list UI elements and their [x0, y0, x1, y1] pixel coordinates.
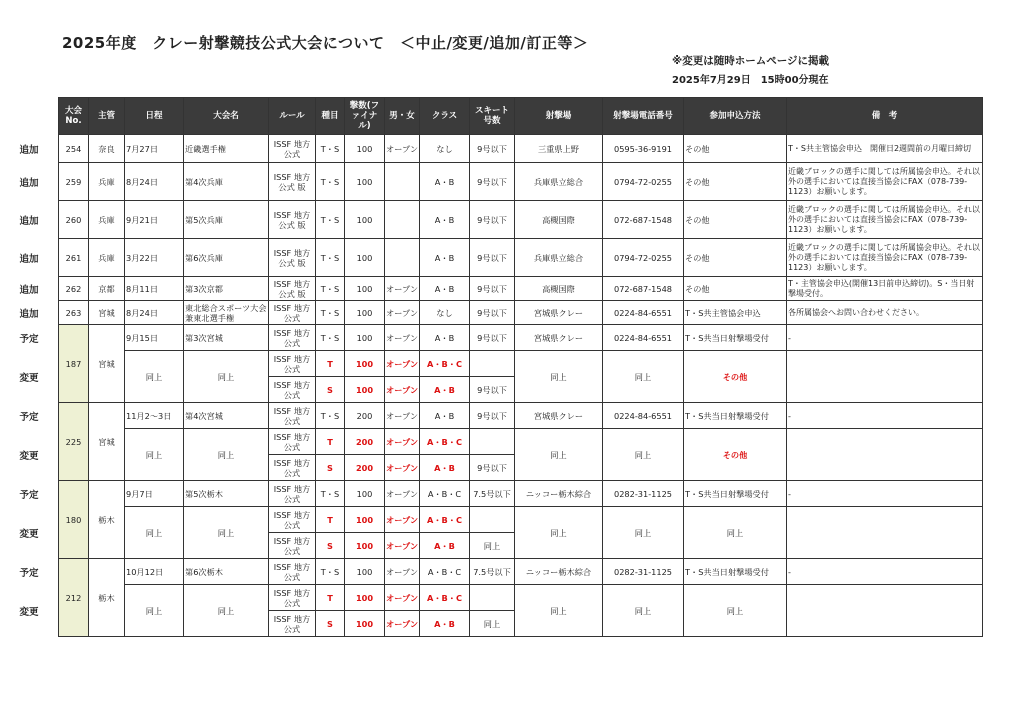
table-cell: 7月27日	[125, 135, 184, 163]
table-cell: 同上	[470, 533, 515, 559]
table-cell: その他	[684, 351, 787, 403]
table-cell: 同上	[125, 351, 184, 403]
table-cell: ISSF 地方公式 版	[269, 163, 316, 201]
table-cell: S	[316, 611, 345, 637]
table-cell: T・S	[316, 201, 345, 239]
table-cell: 0595-36-9191	[603, 135, 684, 163]
table-cell: ISSF 地方公式 版	[269, 239, 316, 277]
table-cell: ISSF 地方公式	[269, 559, 316, 585]
table-cell: 9号以下	[470, 163, 515, 201]
table-cell: 近畿選手権	[184, 135, 269, 163]
table-cell: 7.5号以下	[470, 559, 515, 585]
table-cell: 同上	[603, 585, 684, 637]
table-cell: ISSF 地方公式	[269, 325, 316, 351]
table-cell: 同上	[184, 429, 269, 481]
table-cell: オープン	[385, 277, 420, 301]
table-cell: 100	[345, 301, 385, 325]
table-cell: A・B	[420, 533, 470, 559]
table-cell: 0282-31-1125	[603, 559, 684, 585]
table-cell: 100	[345, 611, 385, 637]
table-cell: 近畿ブロックの選手に関しては所属協会申込。それ以外の選手においては直接当協会にFAX（078-739-1123）お願いします。	[787, 239, 983, 277]
table-cell	[470, 585, 515, 611]
table-cell: A・B	[420, 403, 470, 429]
column-header: 種目	[316, 98, 345, 135]
tournament-number: 187	[59, 325, 89, 403]
table-cell: 兵庫	[89, 163, 125, 201]
table-cell: T	[316, 585, 345, 611]
table-cell: ISSF 地方公式 版	[269, 201, 316, 239]
table-cell: オープン	[385, 377, 420, 403]
table-cell: 同上	[603, 507, 684, 559]
row-status-label: 追加	[19, 285, 39, 296]
table-cell: 宮城	[89, 403, 125, 481]
table-cell: オープン	[385, 455, 420, 481]
table-cell: A・B・C	[420, 559, 470, 585]
column-header: 大会No.	[59, 98, 89, 135]
table-cell: 第6次兵庫	[184, 239, 269, 277]
table-cell: 近畿ブロックの選手に関しては所属協会申込。それ以外の選手においては直接当協会にFAX（078-739-1123）お願いします。	[787, 201, 983, 239]
table-cell: 9号以下	[470, 403, 515, 429]
table-cell: 100	[345, 559, 385, 585]
table-cell: S	[316, 533, 345, 559]
table-cell: なし	[420, 135, 470, 163]
table-cell	[385, 163, 420, 201]
row-status-label: 変更	[19, 529, 39, 540]
table-cell: 高槻国際	[515, 201, 603, 239]
table-cell: 9月21日	[125, 201, 184, 239]
table-cell: オープン	[385, 585, 420, 611]
table-cell: 同上	[684, 507, 787, 559]
table-cell: 同上	[125, 507, 184, 559]
table-cell: 0224-84-6551	[603, 325, 684, 351]
table-cell: 同上	[184, 585, 269, 637]
table-row	[59, 277, 983, 301]
table-cell: 同上	[184, 351, 269, 403]
table-cell: 兵庫県立総合	[515, 239, 603, 277]
table-cell: 0224-84-6551	[603, 301, 684, 325]
table-cell: 260	[59, 201, 89, 239]
table-cell: 東北総合スポーツ大会兼東北選手権	[185, 302, 267, 323]
table-cell: オープン	[385, 403, 420, 429]
table-cell: ISSF 地方公式	[269, 481, 316, 507]
table-row-changed	[59, 585, 983, 611]
table-cell: 京都	[89, 277, 125, 301]
table-row	[59, 301, 983, 325]
table-cell: T・S	[316, 239, 345, 277]
column-header: 日程	[125, 98, 184, 135]
table-cell: T・S共主管協会申込	[684, 301, 787, 325]
table-cell: 200	[345, 455, 385, 481]
table-cell: T・S	[316, 481, 345, 507]
empty-note-cell	[787, 507, 983, 559]
table-cell: -	[787, 325, 983, 351]
table-cell: 栃木	[89, 559, 125, 637]
table-cell: ISSF 地方公式	[269, 455, 316, 481]
table-cell: その他	[684, 201, 787, 239]
table-cell: 9号以下	[470, 301, 515, 325]
table-row	[59, 201, 983, 239]
table-cell: S	[316, 455, 345, 481]
table-cell: 100	[345, 135, 385, 163]
table-cell: その他	[684, 277, 787, 301]
table-cell: 8月11日	[125, 277, 184, 301]
table-cell: オープン	[385, 301, 420, 325]
table-cell: 第5次栃木	[184, 481, 269, 507]
table-cell: A・B・C	[420, 481, 470, 507]
table-body	[59, 135, 983, 637]
table-cell: 0794-72-0255	[603, 239, 684, 277]
table-cell: その他	[684, 429, 787, 481]
row-status-label: 変更	[19, 607, 39, 618]
row-status-label: 変更	[19, 373, 39, 384]
table-cell: 同上	[515, 429, 603, 481]
table-cell: 兵庫	[89, 239, 125, 277]
table-cell: オープン	[385, 559, 420, 585]
table-cell: ニッコー栃木綜合	[515, 481, 603, 507]
table-cell: ニッコー栃木綜合	[515, 559, 603, 585]
empty-note-cell	[787, 351, 983, 403]
table-cell: A・B	[420, 377, 470, 403]
table-cell: A・B	[420, 455, 470, 481]
table-cell: オープン	[385, 481, 420, 507]
tournament-number: 225	[59, 403, 89, 481]
table-cell: ISSF 地方公式	[269, 533, 316, 559]
table-cell: A・B	[420, 611, 470, 637]
table-cell: オープン	[385, 351, 420, 377]
column-header: 主管	[89, 98, 125, 135]
row-status-label: 追加	[19, 216, 39, 227]
table-cell: T・S共当日射撃場受付	[684, 559, 787, 585]
table-cell: 200	[345, 429, 385, 455]
table-cell: オープン	[385, 533, 420, 559]
column-header: 撃数(ファイナル)	[345, 98, 385, 135]
table-row-changed	[59, 429, 983, 455]
column-header: 射撃場	[515, 98, 603, 135]
table-cell: T・S	[316, 403, 345, 429]
table-cell: ISSF 地方公式	[269, 377, 316, 403]
table-cell: A・B	[420, 201, 470, 239]
table-cell: 3月22日	[125, 239, 184, 277]
table-cell: 兵庫県立総合	[515, 163, 603, 201]
table-cell	[470, 429, 515, 455]
table-cell: 第5次兵庫	[184, 201, 269, 239]
table-cell: 同上	[684, 585, 787, 637]
table-cell	[470, 507, 515, 533]
table-cell: T・S	[316, 559, 345, 585]
column-header: 参加申込方法	[684, 98, 787, 135]
column-header: ルール	[269, 98, 316, 135]
table-cell: 100	[345, 201, 385, 239]
table-cell: A・B・C	[420, 351, 470, 377]
table-cell: 100	[345, 277, 385, 301]
table-cell: ISSF 地方公式	[269, 507, 316, 533]
table-cell: ISSF 地方公式	[269, 351, 316, 377]
table-cell: 同上	[515, 507, 603, 559]
update-note: ※変更は随時ホームページに掲載	[672, 55, 829, 67]
table-row-planned	[59, 403, 983, 429]
table-cell: 100	[345, 533, 385, 559]
table-cell: ISSF 地方公式	[269, 611, 316, 637]
table-cell: 254	[59, 135, 89, 163]
table-cell: なし	[420, 301, 470, 325]
table-cell: 11月2～3日	[125, 403, 184, 429]
table-cell: 9号以下	[470, 377, 515, 403]
table-cell: オープン	[385, 135, 420, 163]
table-cell: 同上	[515, 351, 603, 403]
table-cell: 072-687-1548	[603, 201, 684, 239]
table-cell: 宮城県クレー	[515, 325, 603, 351]
row-status-label: 予定	[19, 568, 39, 579]
table-row-planned	[59, 325, 983, 351]
table-cell: 同上	[184, 507, 269, 559]
table-cell: 兵庫	[89, 201, 125, 239]
table-cell: 0794-72-0255	[603, 163, 684, 201]
table-cell: 三重県上野	[515, 135, 603, 163]
column-header: クラス	[420, 98, 470, 135]
table-cell: オープン	[385, 507, 420, 533]
table-cell: 栃木	[89, 481, 125, 559]
table-cell: 0282-31-1125	[603, 481, 684, 507]
table-cell: 7.5号以下	[470, 481, 515, 507]
table-cell: T	[316, 507, 345, 533]
table-cell: 200	[345, 403, 385, 429]
table-cell	[470, 351, 515, 377]
table-cell: S	[316, 377, 345, 403]
table-cell: T・S共当日射撃場受付	[684, 403, 787, 429]
row-status-label: 変更	[19, 451, 39, 462]
table-cell: A・B	[420, 325, 470, 351]
table-cell: 9号以下	[470, 239, 515, 277]
table-cell: 100	[345, 481, 385, 507]
table-cell: 同上	[125, 429, 184, 481]
table-cell: T・S	[316, 277, 345, 301]
table-cell: -	[787, 481, 983, 507]
table-cell: T・S	[316, 301, 345, 325]
table-cell: 262	[59, 277, 89, 301]
table-cell: オープン	[385, 325, 420, 351]
table-cell: 8月24日	[125, 301, 184, 325]
table-cell: 奈良	[89, 135, 125, 163]
table-cell: 259	[59, 163, 89, 201]
table-cell: 263	[59, 301, 89, 325]
page-title: 2025年度 クレー射撃競技公式大会について ＜中止/変更/追加/訂正等＞	[62, 34, 589, 52]
table-cell: T・S共当日射撃場受付	[684, 325, 787, 351]
table-cell: 9月15日	[125, 325, 184, 351]
row-status-label: 予定	[19, 490, 39, 501]
table-cell: 同上	[603, 429, 684, 481]
table-cell: -	[787, 559, 983, 585]
table-cell: 9号以下	[470, 455, 515, 481]
as-of-timestamp: 2025年7月29日 15時00分現在	[672, 75, 829, 86]
table-cell: 同上	[515, 585, 603, 637]
table-row	[59, 163, 983, 201]
table-row	[59, 239, 983, 277]
table-cell: 第4次兵庫	[184, 163, 269, 201]
table-cell: ISSF 地方公式	[269, 585, 316, 611]
row-status-label: 追加	[19, 145, 39, 156]
table-cell: T・S	[316, 135, 345, 163]
table-cell: 宮城	[89, 301, 125, 325]
table-cell: 第4次宮城	[184, 403, 269, 429]
table-cell: 同上	[470, 611, 515, 637]
table-cell: 9号以下	[470, 135, 515, 163]
table-cell: 第3次京都	[184, 277, 269, 301]
table-header	[59, 98, 983, 135]
table-cell: -	[787, 403, 983, 429]
table-cell	[385, 201, 420, 239]
table-cell: オープン	[385, 429, 420, 455]
table-cell: 100	[345, 377, 385, 403]
column-header: スキート号数	[470, 98, 515, 135]
table-cell: その他	[684, 239, 787, 277]
table-cell: オープン	[385, 611, 420, 637]
table-cell: A・B・C	[420, 507, 470, 533]
table-cell: A・B	[420, 163, 470, 201]
column-header: 男・女	[385, 98, 420, 135]
table-cell: T	[316, 351, 345, 377]
table-cell: 高槻国際	[515, 277, 603, 301]
table-cell: T・S	[316, 163, 345, 201]
table-cell: T・S共主管協会申込 開催日2週間前の月曜日締切	[787, 135, 983, 163]
empty-note-cell	[787, 429, 983, 481]
table-cell: T	[316, 429, 345, 455]
table-cell: 宮城	[89, 325, 125, 403]
table-cell: その他	[684, 135, 787, 163]
table-cell: 同上	[603, 351, 684, 403]
row-status-label: 予定	[19, 412, 39, 423]
table-cell: 9号以下	[470, 277, 515, 301]
tournament-number: 212	[59, 559, 89, 637]
table-cell: T・主管協会申込(開催13日前申込締切)。S・当日射撃場受付。	[787, 277, 983, 301]
column-header: 射撃場電話番号	[603, 98, 684, 135]
table-cell: 0224-84-6551	[603, 403, 684, 429]
tournament-number: 180	[59, 481, 89, 559]
table-cell: 同上	[125, 585, 184, 637]
table-row-changed	[59, 507, 983, 533]
table-cell: その他	[684, 163, 787, 201]
table-cell: 072-687-1548	[603, 277, 684, 301]
table-row-planned	[59, 559, 983, 585]
column-header: 大会名	[184, 98, 269, 135]
table-cell: 9号以下	[470, 201, 515, 239]
table-cell: 宮城県クレー	[515, 301, 603, 325]
table-row-planned	[59, 481, 983, 507]
table-cell: 第3次宮城	[184, 325, 269, 351]
table-cell: A・B・C	[420, 585, 470, 611]
table-cell: A・B	[420, 239, 470, 277]
table-cell: 9月7日	[125, 481, 184, 507]
table-cell: 100	[345, 507, 385, 533]
table-cell	[385, 239, 420, 277]
table-cell: 9号以下	[470, 325, 515, 351]
row-status-label: 追加	[19, 178, 39, 189]
table-cell: 8月24日	[125, 163, 184, 201]
table-cell: 261	[59, 239, 89, 277]
tournament-table	[58, 97, 983, 637]
table-cell: ISSF 地方公式	[269, 403, 316, 429]
table-cell: A・B	[420, 277, 470, 301]
table-cell: 100	[345, 325, 385, 351]
empty-note-cell	[787, 585, 983, 637]
table-row-changed	[59, 351, 983, 377]
table-cell: T・S	[316, 325, 345, 351]
table-cell: T・S共当日射撃場受付	[684, 481, 787, 507]
table-cell: ISSF 地方公式	[269, 135, 316, 163]
row-status-label: 追加	[19, 309, 39, 320]
table-cell: ISSF 地方公式	[269, 301, 316, 325]
table-row	[59, 135, 983, 163]
table-cell: 10月12日	[125, 559, 184, 585]
table-cell: 第6次栃木	[184, 559, 269, 585]
table-cell: 各所属協会へお問い合わせください。	[787, 301, 983, 325]
row-status-label: 予定	[19, 334, 39, 345]
table-cell: 100	[345, 163, 385, 201]
table-cell: A・B・C	[420, 429, 470, 455]
table-cell: 100	[345, 239, 385, 277]
table-cell: 近畿ブロックの選手に関しては所属協会申込。それ以外の選手においては直接当協会にFAX（078-739-1123）お願いします。	[787, 163, 983, 201]
table-cell: 宮城県クレー	[515, 403, 603, 429]
table-cell: ISSF 地方公式	[269, 429, 316, 455]
table-cell: 100	[345, 351, 385, 377]
table-cell: ISSF 地方公式 版	[269, 277, 316, 301]
column-header: 備 考	[787, 98, 983, 135]
row-status-label: 追加	[19, 254, 39, 265]
table-cell: 100	[345, 585, 385, 611]
